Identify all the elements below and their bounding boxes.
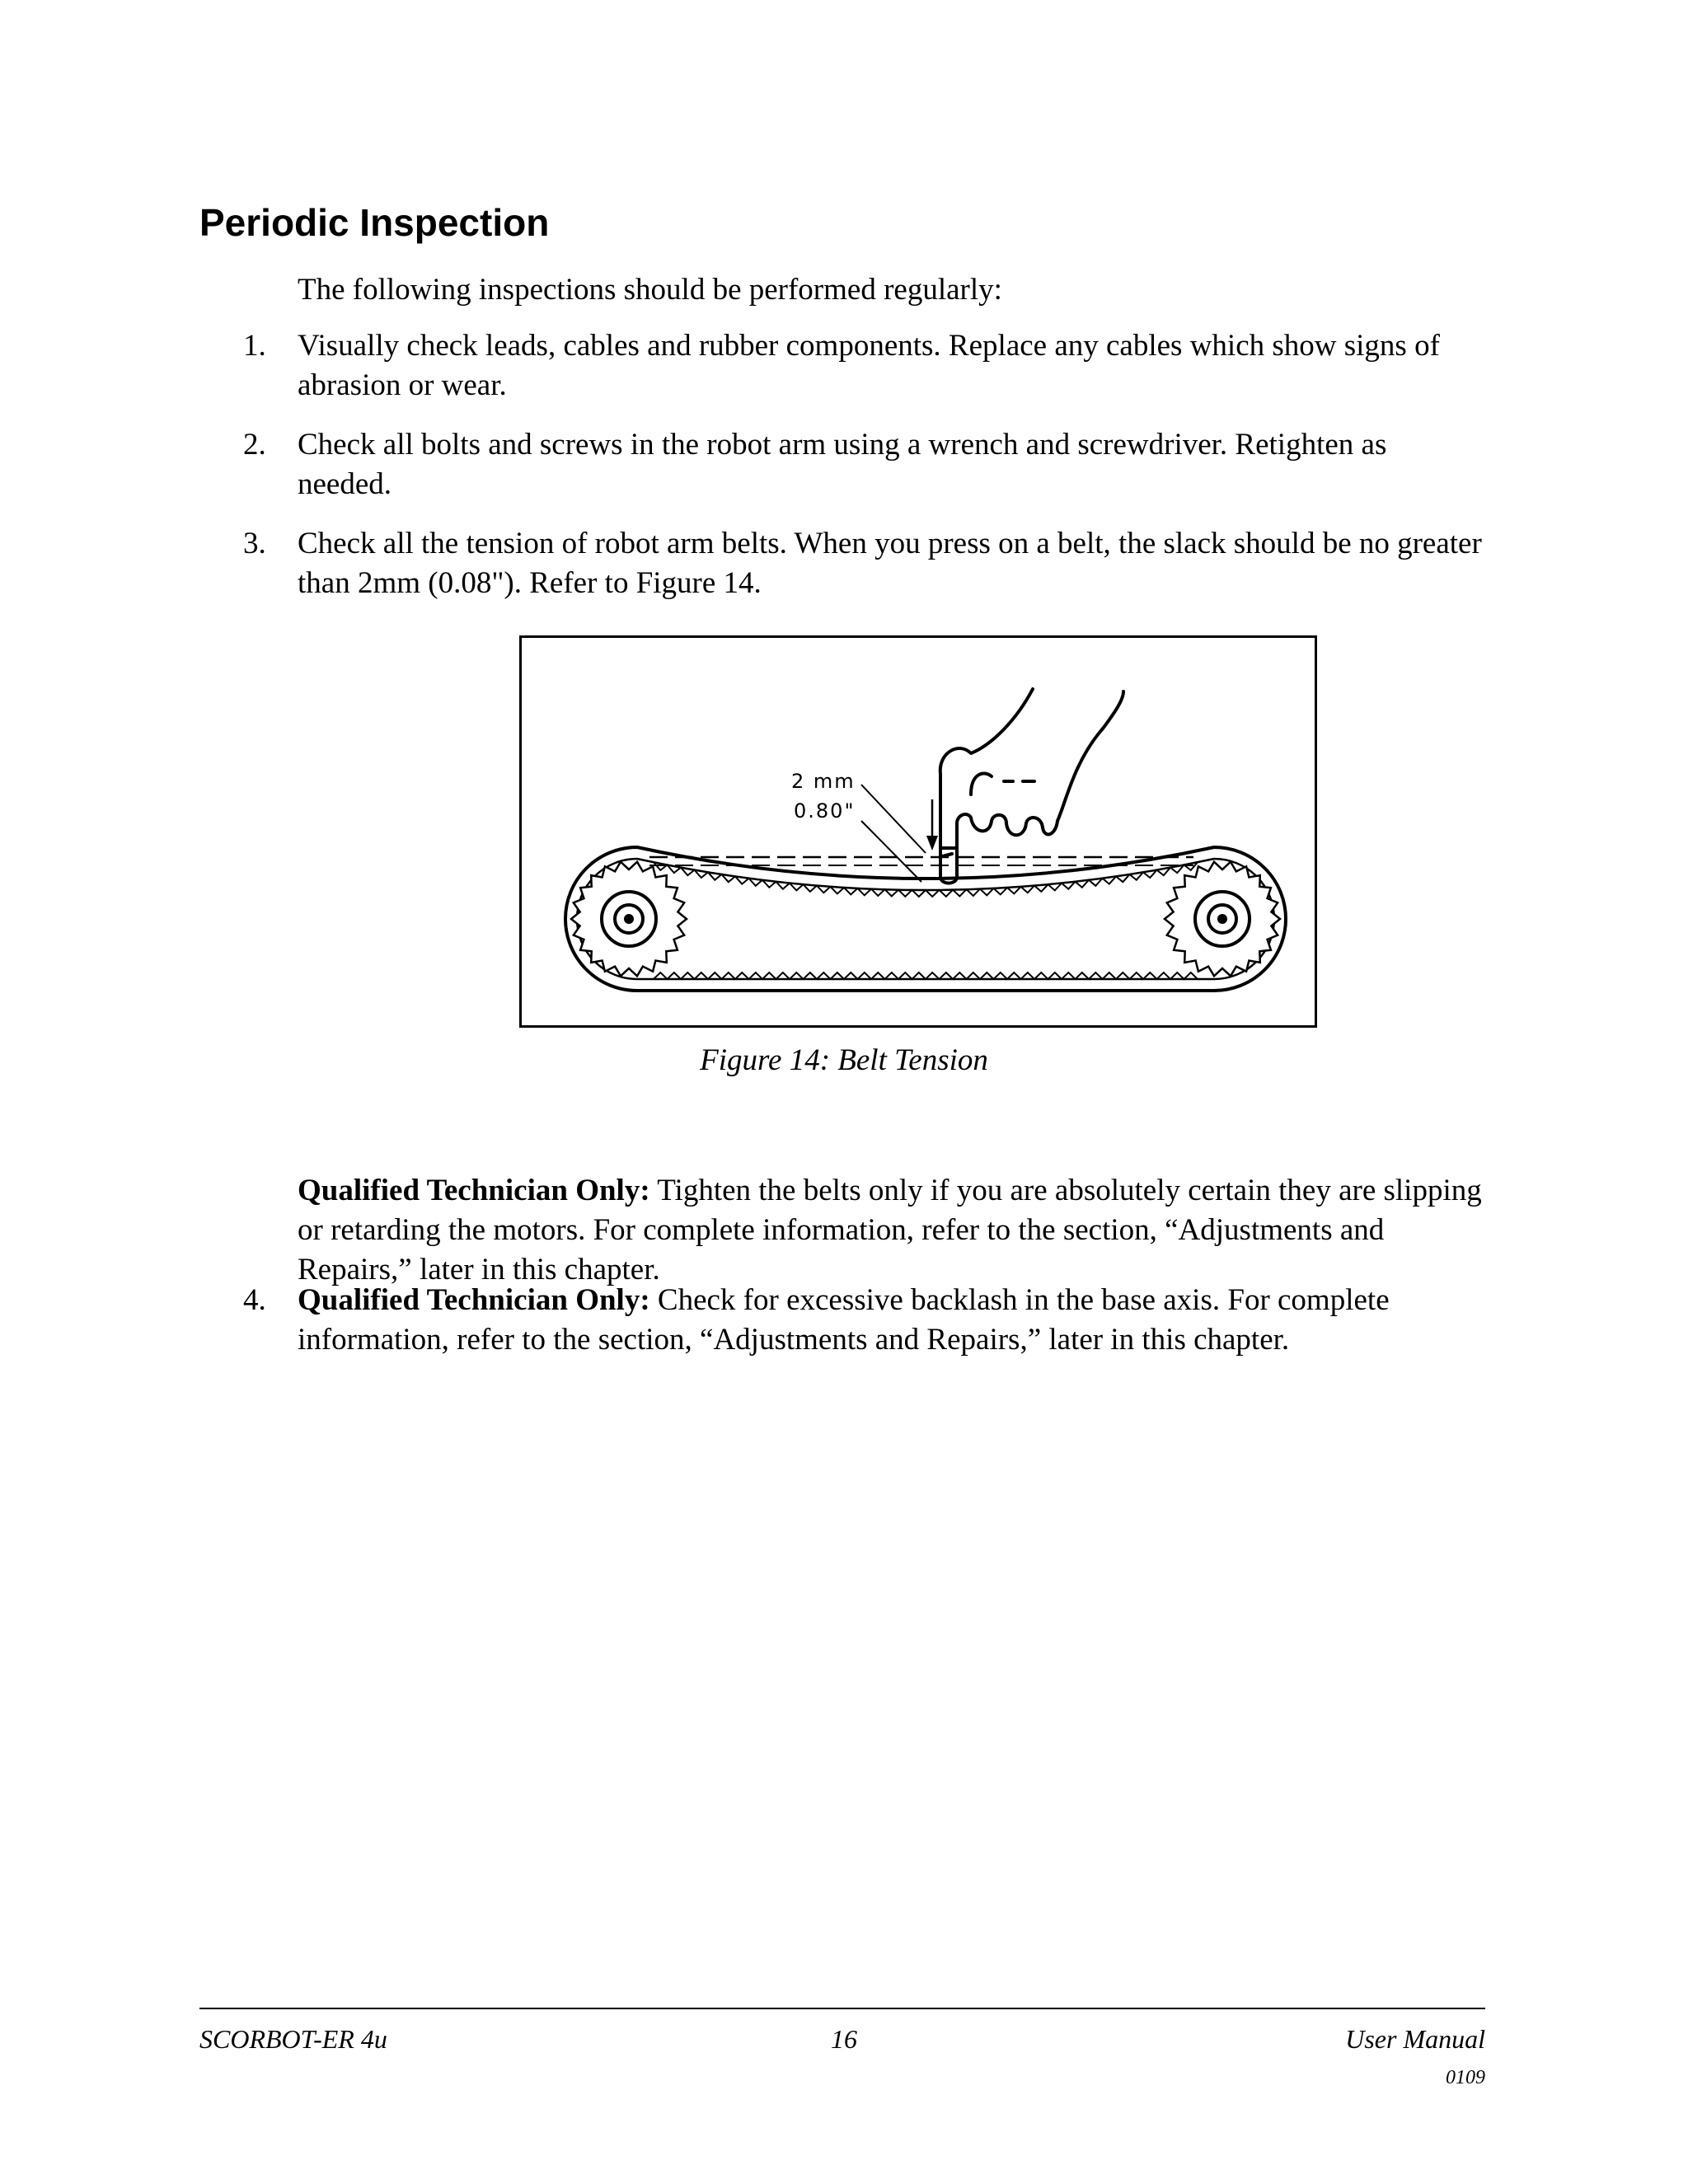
item-number: 4. (243, 1283, 266, 1317)
note-text: Tighten the belts only if you are absolutely certain they are slipping or retarding the motors. For complete information, refer to the section, “Adjustments and Repairs,” later in this chapter. (298, 1174, 1482, 1286)
belt-tension-diagram (522, 638, 1315, 1025)
figure-caption: Figure 14: Belt Tension (700, 1043, 988, 1077)
item-text: Visually check leads, cables and rubber components. Replace any cables which show signs of abrasion or wear. (298, 329, 1440, 402)
belt-tension-figure (519, 635, 1317, 1028)
note-bold-label: Qualified Technician Only: (298, 1174, 650, 1207)
label-inch: 0.80" (794, 799, 856, 823)
belt-teeth-bottom (654, 972, 1198, 979)
footer-rule (199, 2008, 1485, 2009)
technician-note (298, 1171, 1484, 1290)
footer-product: SCORBOT-ER 4u (199, 2024, 387, 2054)
item-text: Check all bolts and screws in the robot arm using a wrench and screwdriver. Retighten as needed. (298, 428, 1387, 501)
item-number: 3. (243, 527, 266, 560)
leader-line-1 (861, 785, 926, 853)
footer-code: 0109 (1446, 2067, 1485, 2088)
item-text (298, 1281, 1484, 1360)
section-heading: Periodic Inspection (199, 201, 550, 244)
intro-text: The following inspections should be performed regularly: (298, 273, 1002, 307)
arrow-head (926, 836, 938, 851)
item-body: Check for excessive backlash in the base axis. For complete information, refer to the section, “Adjustments and Repairs,” later in this chapter. (298, 1283, 1390, 1357)
item-bold-label: Qualified Technician Only: (298, 1283, 650, 1317)
right-pulley (1165, 862, 1280, 977)
item-number: 2. (243, 428, 266, 462)
footer-doc-title: User Manual (1345, 2024, 1485, 2054)
item-text: Check all the tension of robot arm belts. When you press on a belt, the slack should be no greater than 2mm (0.08"). Refer to Figure 14. (298, 527, 1482, 600)
label-mm: 2 mm (791, 770, 856, 793)
hand-icon (940, 689, 1123, 883)
footer-page-number: 16 (831, 2024, 857, 2054)
leader-line-2 (861, 821, 921, 882)
left-pulley (571, 862, 687, 977)
item-number: 1. (243, 329, 266, 363)
